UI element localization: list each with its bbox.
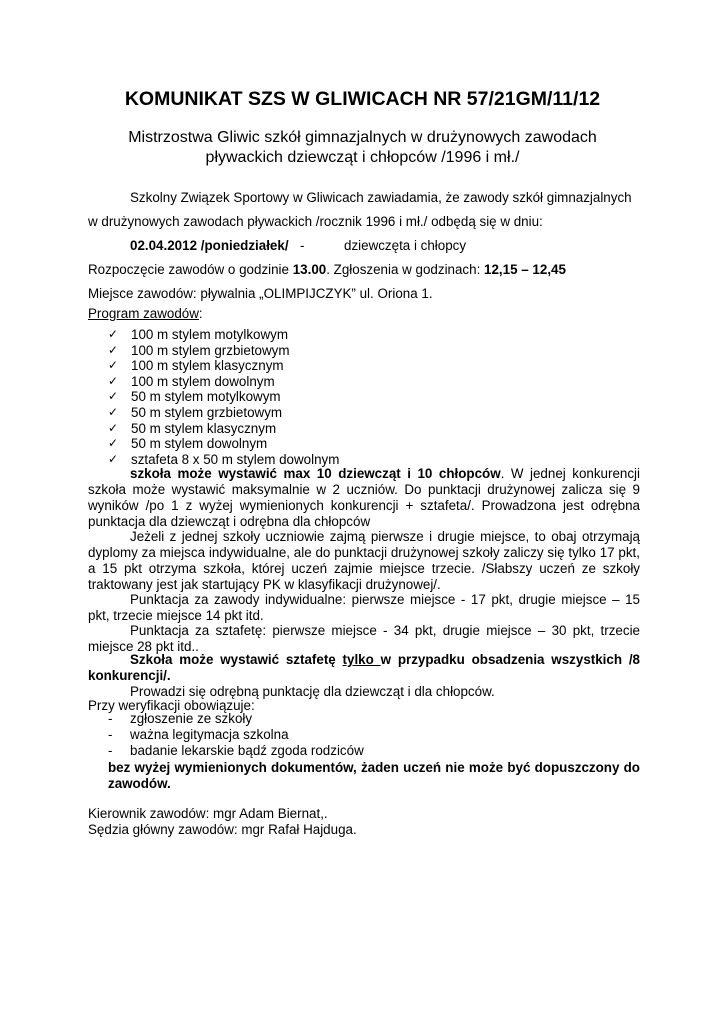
verification-warning: bez wyżej wymienionych dokumentów, żaden uczeń nie może być dopuszczony do zawodów. — [108, 760, 640, 791]
date-line — [130, 238, 289, 253]
rule-entries-bold: szkoła może wystawić max 10 dziewcząt i 10 chłopców — [130, 466, 501, 481]
check-mark-icon: ✓ — [108, 358, 119, 373]
subtitle-line-1: Mistrzostwa Gliwic szkół gimnazjalnych w drużynowych zawodach — [128, 129, 597, 146]
rule-individual-points: Punktacja za zawody indywidualne: pierwsze miejsce - 17 pkt, drugie miejsce – 15 pkt, trzecie miejsce 14 pkt itd. — [88, 592, 640, 623]
date-separator: - — [300, 238, 305, 253]
rule-relay-condition: Szkoła może wystawić sztafetę tylko w przypadku obsadzenia wszystkich /8 konkurencji/. — [88, 652, 640, 683]
rule-relay-points: Punktacja za sztafetę: pierwsze miejsce - 34 pkt, drugie miejsce – 30 pkt, trzecie miejsce 28 pkt itd.. — [88, 623, 640, 654]
rule-entries — [88, 466, 640, 530]
chief-judge: Sędzia główny zawodów: mgr Rafał Hajduga. — [88, 822, 357, 837]
participants: dziewczęta i chłopcy — [344, 238, 467, 253]
rule-same-school: Jeżeli z jednej szkoły uczniowie zajmą pierwsze i drugie miejsce, to obaj otrzymają dyplomy za miejsca indywidualne, ale do punktacji drużynowej szkoły zaliczy się tylko 17 pkt, a 15 pkt otrzyma szkoła, której uczeń zajmie miejsce trzecie. /Słabszy uczeń ze szkoły traktowany jest jak startujący PK w klasyfikacji drużynowej/. — [88, 529, 640, 592]
intro-line-2: w drużynowych zawodach pływackich /rocznik 1996 i mł./ odbędą się w dniu: — [88, 214, 543, 229]
start-line — [88, 262, 566, 277]
start-time: 13.00 — [292, 262, 327, 277]
start-prefix: Rozpoczęcie zawodów o godzinie — [88, 262, 293, 277]
check-mark-icon: ✓ — [108, 327, 119, 341]
check-mark-icon: ✓ — [108, 436, 119, 451]
check-mark-icon: ✓ — [108, 451, 119, 466]
check-mark-icon: ✓ — [108, 342, 119, 357]
check-mark-icon: ✓ — [108, 404, 119, 419]
rule-entries-rest: . W jednej konkurencji szkoła może wystawić maksymalnie w 2 uczniów. Do punktacji drużynowej zalicza się 9 wyników /po 1 z wyżej wymienionych konkurencji + sztafeta/. Prowadzona jest odrębna punktacja dla dziewcząt i odrębna dla chłopców — [88, 466, 640, 529]
verification-heading: Przy weryfikacji obowiązuje: — [88, 698, 255, 713]
check-mark-icon: ✓ — [108, 373, 119, 388]
venue-line: Miejsce zawodów: pływalnia „OLIMPIJCZYK” ul. Oriona 1. — [88, 286, 433, 301]
program-heading-text: Program zawodów — [88, 306, 199, 321]
competition-date: 02.04.2012 /poniedziałek/ — [130, 238, 289, 253]
subtitle-line-2: pływackich dziewcząt i chłopców /1996 i mł./ — [205, 149, 520, 166]
registration-hours: 12,15 – 12,45 — [484, 262, 566, 277]
check-mark-icon: ✓ — [108, 420, 119, 435]
competition-manager: Kierownik zawodów: mgr Adam Biernat,. — [88, 806, 328, 821]
check-mark-icon: ✓ — [108, 389, 119, 404]
rule-separate-scoring: Prowadzi się odrębną punktację dla dziewcząt i dla chłopców. — [130, 684, 495, 699]
emphasis-only: tylko — [342, 652, 381, 667]
start-mid: . Zgłoszenia w godzinach: — [326, 262, 485, 277]
intro-line-1: Szkolny Związek Sportowy w Gliwicach zawiadamia, że zawody szkół gimnazjalnych — [130, 190, 632, 205]
document-page: KOMUNIKAT SZS W GLIWICACH NR 57/21GM/11/12 Mistrzostwa Gliwic szkół gimnazjalnych w drużynowych zawodach pływackich dziewcząt i chłopców /1996 i mł./ Szkolny Związek Sportowy w Gliwicach zawiadamia, że zawody szkół gimnazjalnych w drużynowych zawodach pływackich /rocznik 1996 i mł./ odbędą się w dniu: 02.04.2012 /poniedziałek/ - dziewczęta i chłopcy Rozpoczęcie zawodów o godzinie 13.00. Zgłoszenia w godzinach: 12,15 – 12,45 Miejsce zawodów: pływalnia „OLIMPIJCZYK” ul. Oriona 1. Program zawodów: ✓ 100 m stylem motylkowym ✓ 100 m stylem grzbietowym ✓ 100 m stylem klasycznym ✓ 100 m stylem dowolnym ✓ 50 m stylem motylkowym ✓ 50 m stylem grzbietowym ✓ 50 m stylem klasycznym ✓ 50 m stylem dowolnym ✓ sztafeta 8 x 50 m stylem dowolnym szkoła może wystawić max 10 dziewcząt i 10 chłopców. W jednej konkurencji szkoła może wystawić maksymalnie w 2 uczniów. Do punktacji drużynowej zalicza się 9 wyników /po 1 z wyżej wymienionych konkurencji + sztafeta/. Prowadzona jest odrębna punktacja dla dziewcząt i odrębna dla chłopców Jeżeli z jednej szkoły uczniowie zajmą pierwsze i drugie miejsce, to obaj otrzymają dyplomy za miejsca indywidualne, ale do punktacji drużynowej szkoły zaliczy się tylko 17 pkt, a 15 pkt otrzyma szkoła, której uczeń zajmie miejsce trzecie. /Słabszy uczeń ze szkoły traktowany jest jak startujący PK w klasyfikacji drużynowej/. Punktacja za zawody indywidualne: pierwsze miejsce - 17 pkt, drugie miejsce – 15 pkt, trzecie miejsce 14 pkt itd. Punktacja za sztafetę: pierwsze miejsce - 34 pkt, drugie miejsce – 30 pkt, trzecie miejsce 28 pkt itd.. Szkoła może wystawić sztafetę tylko w przypadku obsadzenia wszystkich /8 konkurencji/. Prowadzi się odrębną punktację dla dziewcząt i dla chłopców. Przy weryfikacji obowiązuje: - zgłoszenie ze szkoły - ważna legitymacja szkolna - badanie lekarskie bądź zgoda rodziców bez wyżej wymienionych dokumentów, żaden uczeń nie może być dopuszczony do zawodów. Kierownik zawodów: mgr Adam Biernat,. Sędzia główny zawodów: mgr Rafał Hajduga. — [0, 0, 725, 1024]
document-subtitle — [60, 128, 665, 168]
program-heading: Program zawodów: — [88, 306, 203, 321]
document-title: KOMUNIKAT SZS W GLIWICACH NR 57/21GM/11/12 — [124, 88, 601, 110]
